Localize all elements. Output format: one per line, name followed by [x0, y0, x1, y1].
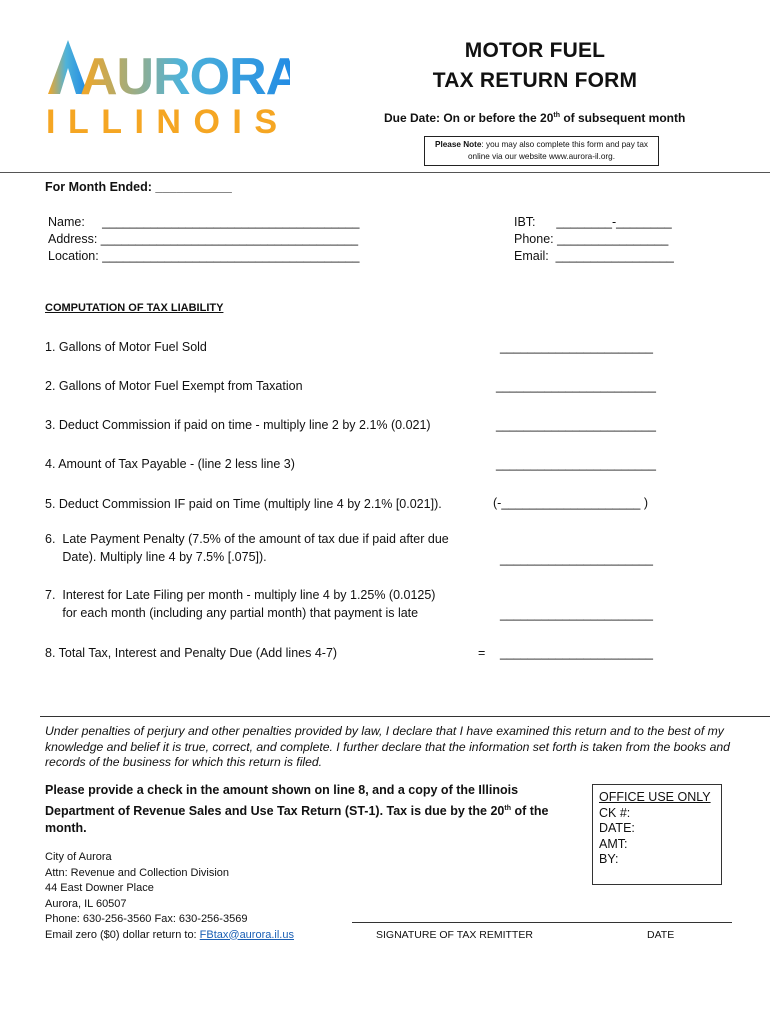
office-date: DATE: [599, 821, 635, 835]
office-by: BY: [599, 852, 619, 866]
address-field[interactable]: Address: _____________________________________ [48, 232, 359, 246]
address-line-2: Attn: Revenue and Collection Division [45, 866, 230, 879]
address-line-4: Aurora, IL 60507 [45, 897, 127, 910]
title-line-1: MOTOR FUEL [464, 39, 606, 62]
address-email-line [45, 928, 294, 944]
email-link[interactable]: FBtax@aurora.il.us [199, 928, 294, 941]
please-note-box [424, 136, 659, 166]
line-1-answer[interactable]: ______________________ [500, 340, 653, 354]
line-7-answer[interactable]: ______________________ [500, 607, 653, 621]
line-7-label: 7. Interest for Late Filing per month - multiply line 4 by 1.25% (0.0125) for each month (including any partial month) that payment is late [45, 588, 436, 620]
due-date-suffix: of subsequent month [559, 111, 686, 125]
email-prefix: Email zero ($0) dollar return to: [45, 928, 200, 941]
office-use-heading: OFFICE USE ONLY [599, 790, 711, 804]
logo-word-aurora: AURORA [80, 48, 290, 106]
signature-line[interactable] [352, 922, 732, 923]
line-8-label: 8. Total Tax, Interest and Penalty Due (Add lines 4-7) [45, 646, 338, 660]
title-line-2: TAX RETURN FORM [432, 69, 638, 92]
ibt-field[interactable]: IBT: ________-________ [514, 215, 672, 229]
line-3-answer[interactable]: _______________________ [496, 418, 656, 432]
note-label: Please Note [435, 140, 482, 149]
logo-word-illinois: ILLINOIS [46, 103, 290, 138]
form-title [395, 36, 675, 96]
penalty-statement: Under penalties of perjury and other penalties provided by law, I declare that I have examined this return and to the best of my knowledge and belief it is true, correct, and complete. I further declare that the information set forth is taken from the books and records of the business for which this return is filed. [45, 724, 730, 769]
line-5-label: 5. Deduct Commission IF paid on Time (multiply line 4 by 2.1% [0.021]). [45, 497, 442, 511]
line-2-label: 2. Gallons of Motor Fuel Exempt from Taxation [45, 379, 303, 393]
month-ended-field[interactable]: For Month Ended: ___________ [45, 180, 232, 194]
due-date-prefix: Due Date: On or before the 20 [384, 111, 554, 125]
line-3-label: 3. Deduct Commission if paid on time - multiply line 2 by 2.1% (0.021) [45, 418, 431, 432]
line-5-answer[interactable]: (-____________________ ) [493, 496, 648, 510]
line-1-label: 1. Gallons of Motor Fuel Sold [45, 340, 207, 354]
address-line-3: 44 East Downer Place [45, 882, 154, 894]
payment-instructions [45, 782, 585, 838]
line-6-label: 6. Late Payment Penalty (7.5% of the amount of tax due if paid after due Date). Multiply line 4 by 7.5% [.075]). [45, 532, 449, 564]
aurora-logo-graphic [40, 38, 290, 138]
line-8-answer[interactable]: ______________________ [500, 646, 653, 660]
signature-label: SIGNATURE OF TAX REMITTER [376, 929, 533, 941]
due-date [384, 111, 685, 125]
office-ck: CK #: [599, 805, 631, 820]
penalty-divider [40, 716, 770, 717]
office-use-box [592, 784, 722, 885]
computation-heading: COMPUTATION OF TAX LIABILITY [45, 302, 224, 314]
line-2-answer[interactable]: _______________________ [496, 379, 656, 393]
line-4-answer[interactable]: _______________________ [496, 457, 656, 471]
aurora-illinois-logo [40, 38, 290, 138]
payment-instructions-sup: th [504, 804, 511, 812]
email-field[interactable]: Email: _________________ [514, 249, 674, 263]
location-field[interactable]: Location: _____________________________________ [48, 249, 360, 263]
payment-instructions-end: of the month. [45, 803, 549, 836]
office-amt: AMT: [599, 836, 628, 851]
payment-instructions-text: Please provide a check in the amount shown on line 8, and a copy of the Illinois Department of Revenue Sales and Use Tax Return (ST-1). Tax is due by the 20 [45, 783, 519, 818]
date-label: DATE [647, 929, 675, 941]
address-phone-fax: Phone: 630-256-3560 Fax: 630-256-3569 [45, 913, 248, 925]
address-line-1: City of Aurora [45, 851, 112, 863]
note-text: : you may also complete this form and pay tax online via our website www.aurora-il.org. [468, 140, 648, 161]
name-field[interactable]: Name: _____________________________________ [48, 215, 360, 229]
header-divider [0, 172, 770, 173]
mailing-address [45, 850, 294, 943]
due-date-sup: th [553, 112, 560, 119]
line-6-answer[interactable]: ______________________ [500, 552, 653, 566]
line-8-equals: = [478, 646, 486, 660]
line-4-label: 4. Amount of Tax Payable - (line 2 less line 3) [45, 457, 295, 471]
phone-field[interactable]: Phone: ________________ [514, 232, 669, 246]
